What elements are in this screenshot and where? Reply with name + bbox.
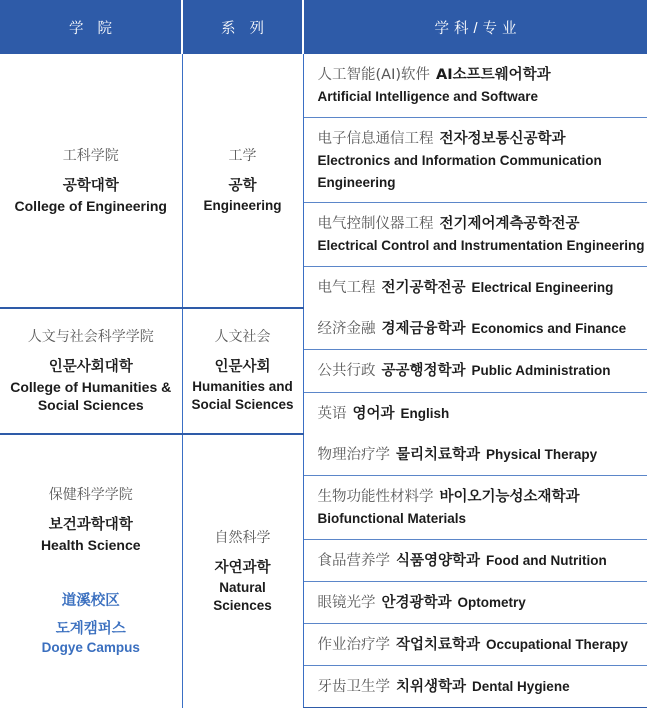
department-name-en: Natural Sciences	[191, 579, 295, 615]
department-name-ko: 공학	[191, 176, 295, 197]
department-name-zh: 工学	[191, 146, 295, 167]
college-name-en: College of Engineering	[8, 197, 174, 216]
college-cell	[0, 54, 182, 308]
subject-name-en: Biofunctional Materials	[318, 511, 467, 526]
table-row	[0, 308, 647, 350]
subject-line-primary	[318, 549, 647, 572]
college-name-zh: 工科学院	[8, 146, 174, 167]
subject-cell	[303, 350, 647, 392]
subject-name-zh: 食品营养学	[318, 553, 391, 569]
subject-name-ko: 영어과	[353, 406, 395, 422]
subject-name-ko: 안경광학과	[382, 595, 452, 611]
college-name-zh: 人文与社会科学学院	[8, 327, 174, 348]
subject-name-ko: 전기제어계측공학전공	[440, 216, 580, 232]
subject-name-ko: 식품영양학과	[396, 553, 480, 569]
subject-name-ko: 물리치료학과	[396, 447, 480, 463]
subject-line-english	[318, 235, 647, 257]
subject-name-ko: 전자정보통신공학과	[440, 131, 566, 147]
department-cell	[182, 54, 303, 308]
subject-name-zh: 经济金融	[318, 321, 376, 337]
subject-name-en: Dental Hygiene	[472, 679, 570, 694]
subject-line-english	[318, 508, 647, 530]
campus-name-en: Dogye Campus	[8, 639, 174, 657]
table-header	[0, 0, 647, 54]
subject-name-zh: 电子信息通信工程	[318, 131, 434, 147]
college-name-ko: 인문사회대학	[8, 357, 174, 378]
subject-name-ko: 경제금융학과	[382, 321, 466, 337]
department-cell	[182, 308, 303, 434]
subject-line-primary	[318, 485, 647, 508]
table-row	[0, 54, 647, 117]
subject-cell	[303, 54, 647, 117]
subject-line-english	[318, 86, 647, 108]
college-cell	[0, 434, 182, 708]
college-name-ko: 보건과학대학	[8, 515, 174, 536]
college-name-zh: 保健科学学院	[8, 485, 174, 506]
subject-cell	[303, 308, 647, 350]
subject-name-ko: 공공행정학과	[382, 363, 466, 379]
subject-name-zh: 公共行政	[318, 363, 376, 379]
subject-cell	[303, 434, 647, 476]
subject-name-zh: 牙齿卫生学	[318, 679, 391, 695]
subject-name-ko: AI소프트웨어학과	[436, 67, 551, 83]
subject-name-ko: 바이오기능성소재학과	[440, 489, 580, 505]
subject-name-en: Food and Nutrition	[486, 553, 607, 568]
subject-line-primary	[318, 127, 647, 150]
campus-name-zh: 道溪校区	[8, 589, 174, 610]
college-name-en: College of Humanities & Social Sciences	[8, 378, 174, 416]
subject-name-zh: 人工智能(AI)软件	[318, 67, 431, 83]
subject-line-primary	[318, 276, 647, 299]
subject-line-primary	[318, 317, 647, 340]
subject-line-english	[318, 150, 647, 193]
department-name-en: Engineering	[191, 197, 295, 215]
subject-line-primary	[318, 633, 647, 656]
subject-cell	[303, 203, 647, 267]
department-name-en: Humanities and Social Sciences	[191, 378, 295, 414]
subject-name-zh: 电气工程	[318, 280, 376, 296]
subject-name-en: Physical Therapy	[486, 447, 597, 462]
subject-cell	[303, 581, 647, 623]
subject-name-zh: 眼镜光学	[318, 595, 376, 611]
campus-block	[8, 589, 174, 658]
subject-name-en: Electrical Engineering	[472, 280, 614, 295]
department-name-ko: 자연과학	[191, 558, 295, 579]
department-name-zh: 自然科学	[191, 528, 295, 549]
subject-name-zh: 生物功能性材料学	[318, 489, 434, 505]
subject-line-primary	[318, 443, 647, 466]
campus-name-ko: 도계캠퍼스	[8, 619, 174, 639]
college-cell	[0, 308, 182, 434]
subject-cell	[303, 117, 647, 202]
subject-name-en: Economics and Finance	[472, 321, 627, 336]
subject-cell	[303, 266, 647, 308]
subject-name-ko: 치위생학과	[396, 679, 466, 695]
subject-name-en: Electrical Control and Instrumentation Engineering	[318, 238, 645, 253]
header-row	[0, 0, 647, 54]
subject-line-primary	[318, 63, 647, 86]
college-name-en: Health Science	[8, 536, 174, 555]
column-header-college: 学 院	[0, 0, 182, 54]
subject-name-en: Electronics and Information Communication Engineering	[318, 153, 602, 190]
department-name-ko: 인문사회	[191, 357, 295, 378]
subject-name-zh: 电气控制仪器工程	[318, 216, 434, 232]
subject-name-en: English	[401, 406, 450, 421]
subject-name-en: Optometry	[458, 595, 526, 610]
subject-line-primary	[318, 591, 647, 614]
subject-name-en: Public Administration	[472, 363, 611, 378]
department-cell	[182, 434, 303, 708]
subject-name-en: Artificial Intelligence and Software	[318, 89, 539, 104]
table-row	[0, 434, 647, 476]
subject-name-ko: 전기공학전공	[382, 280, 466, 296]
subject-line-primary	[318, 359, 647, 382]
subject-name-zh: 物理治疗学	[318, 447, 391, 463]
subject-name-ko: 작업치료학과	[396, 637, 480, 653]
subject-line-primary	[318, 402, 647, 425]
column-header-department: 系 列	[182, 0, 303, 54]
subject-name-zh: 作业治疗学	[318, 637, 391, 653]
subject-line-primary	[318, 212, 647, 235]
subject-name-en: Occupational Therapy	[486, 637, 628, 652]
subject-cell	[303, 392, 647, 434]
subject-cell	[303, 539, 647, 581]
column-header-subject: 学科/专业	[303, 0, 647, 54]
subject-name-zh: 英语	[318, 406, 347, 422]
department-name-zh: 人文社会	[191, 327, 295, 348]
subject-cell	[303, 624, 647, 666]
college-name-ko: 공학대학	[8, 176, 174, 197]
subject-cell	[303, 475, 647, 539]
table-body	[0, 54, 647, 708]
